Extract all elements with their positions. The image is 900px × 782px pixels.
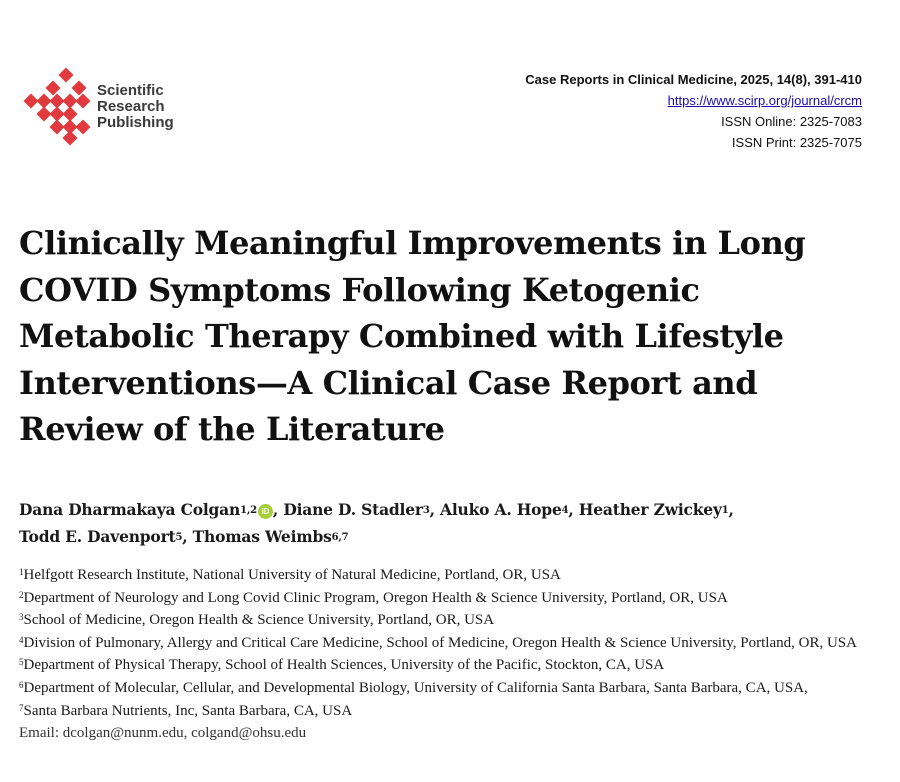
journal-meta [525,69,862,153]
affiliation-marker: 3 [19,612,24,623]
affiliation-text: Department of Neurology and Long Covid Clinic Program, Oregon Health & Science University, Portland, OR, USA [23,589,728,606]
affiliation-item [19,655,889,678]
logo-diamond [72,81,87,96]
publisher-name-line: Research [97,98,165,115]
author-list [19,498,879,552]
author-affiliation-marker: 1,2 [240,505,257,516]
author-affiliation-marker: 5 [175,532,183,543]
author-name: Aluko A. Hope [440,500,562,519]
affiliation-marker: 7 [19,702,24,713]
affiliation-item [19,633,889,656]
affiliation-item [19,565,889,588]
publisher-name-line: Publishing [97,114,174,131]
affiliation-marker: 2 [19,589,24,600]
author-separator: , [568,500,579,519]
scirp-diamond-logo-icon [22,66,94,146]
logo-diamond [50,94,65,109]
issn-online: ISSN Online: 2325-7083 [721,114,862,129]
logo-diamond [63,107,78,122]
author-affiliation-marker: 1 [721,505,729,516]
publisher-name [97,83,174,131]
logo-diamond [24,94,39,109]
affiliation-text: Department of Molecular, Cellular, and Developmental Biology, University of California Santa Barbara, Santa Barbara, CA, USA, [23,679,808,696]
author-separator: , [429,500,441,519]
author-name: Thomas Weimbs [192,527,332,546]
author-affiliation-marker: 6,7 [331,532,349,543]
journal-url-link[interactable]: https://www.scirp.org/journal/crcm [667,93,862,108]
author-name: Heather Zwickey [578,500,722,519]
logo-diamond [63,131,78,146]
issn-print: ISSN Print: 2325-7075 [731,135,862,150]
logo-diamond [63,94,78,109]
author-affiliation-marker: 3 [422,505,430,516]
orcid-icon[interactable]: iD [258,504,273,519]
logo-diamond [59,68,74,83]
affiliation-item [19,588,889,611]
affiliation-marker: 6 [19,679,24,690]
article-title: Clinically Meaningful Improvements in Long COVID Symptoms Following Ketogenic Metabolic Therapy Combined with Lifestyle Interventions—A Clinical Case Report and Review of the Literature [19,224,806,448]
logo-diamond [50,107,65,122]
corresponding-email[interactable]: Email: dcolgan@nunm.edu, colgand@ohsu.edu [19,725,307,742]
affiliation-marker: 4 [19,634,24,645]
author-affiliation-marker: 4 [561,505,569,516]
logo-diamond [37,94,52,109]
affiliation-text: School of Medicine, Oregon Health & Science University, Portland, OR, USA [23,612,495,629]
logo-diamond [76,120,91,135]
logo-diamond [76,94,91,109]
author-name: Diane D. Stadler [283,500,423,519]
journal-citation: Case Reports in Clinical Medicine, 2025, 14(8), 391-410 [525,72,862,87]
publisher-name-line: Scientific [97,82,164,99]
affiliation-marker: 5 [19,657,24,668]
author-separator: , [182,527,193,546]
author-name: Dana Dharmakaya Colgan [19,500,241,519]
affiliation-text: Division of Pulmonary, Allergy and Critical Care Medicine, School of Medicine, Oregon Health & Science University, Portland, OR, USA [23,634,857,651]
affiliation-text: Department of Physical Therapy, School of Health Sciences, University of the Pacific, Stockton, CA, USA [23,657,665,674]
affiliation-item [19,610,889,633]
affiliation-item [19,701,889,724]
affiliation-marker: 1 [19,567,24,577]
author-separator: , [728,500,734,519]
logo-diamond [46,81,61,96]
publisher-logo[interactable] [22,66,192,146]
author-line [19,498,879,525]
affiliation-text: Helfgott Research Institute, National University of Natural Medicine, Portland, OR, USA [23,567,561,583]
affiliation-list [19,565,889,745]
affiliation-text: Santa Barbara Nutrients, Inc, Santa Barbara, CA, USA [23,702,353,719]
author-name: Todd E. Davenport [19,527,176,546]
logo-diamond [50,120,65,135]
affiliation-item [19,678,889,701]
logo-diamond [37,107,52,122]
author-line [19,525,879,552]
author-separator: , [272,500,284,519]
